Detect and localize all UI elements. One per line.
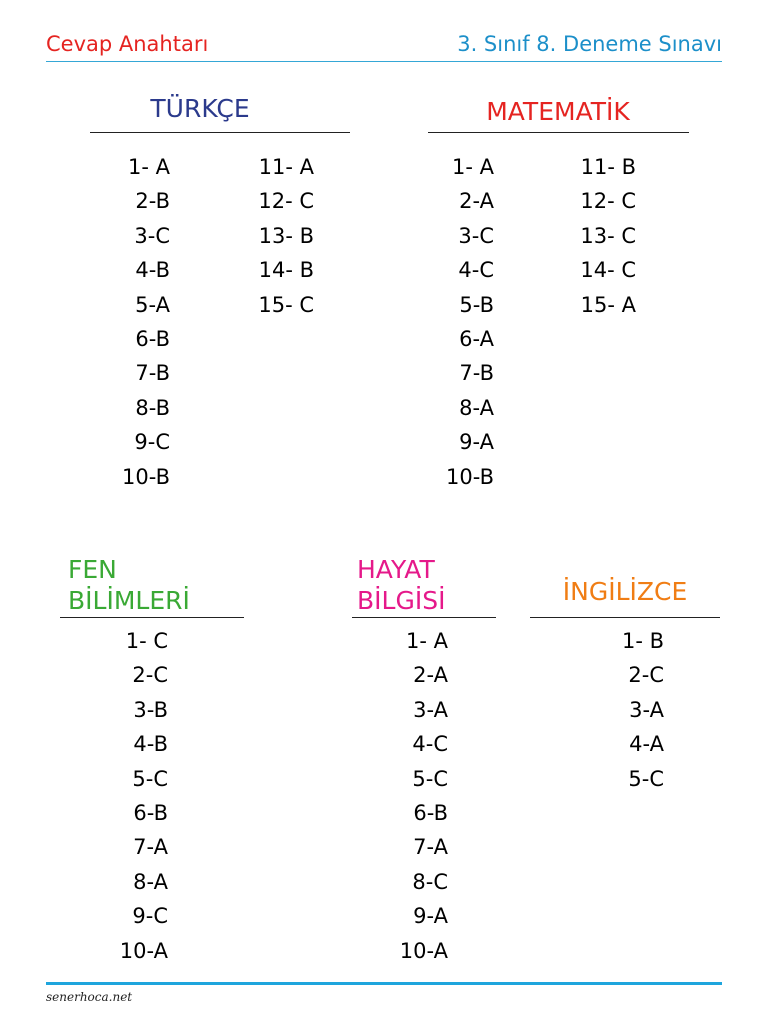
turkce-answer: 4-B <box>135 258 170 283</box>
hayat-answer: 9-A <box>413 904 448 929</box>
matematik-answer: 12- C <box>580 189 636 214</box>
hayat-answer: 5-C <box>412 766 448 791</box>
hayat-answer: 4-C <box>412 732 448 757</box>
matematik-answer: 15- A <box>580 292 636 317</box>
matematik-answer: 10-B <box>446 464 494 489</box>
turkce-answer: 14- B <box>258 258 314 283</box>
fen-answer: 5-C <box>132 766 168 791</box>
turkce-answer: 12- C <box>258 189 314 214</box>
fen-answer: 10-A <box>119 938 168 963</box>
fen-answer: 2-C <box>132 663 168 688</box>
fen-title-line-1: FEN <box>68 555 117 584</box>
exam-title: 3. Sınıf 8. Deneme Sınavı <box>457 32 722 56</box>
hayat-title-line-1: HAYAT <box>357 555 435 584</box>
hayat-answer: 6-B <box>413 800 448 825</box>
matematik-answer: 2-A <box>459 189 494 214</box>
turkce-answer: 8-B <box>135 395 170 420</box>
matematik-title: MATEMATİK <box>486 97 630 126</box>
turkce-answer: 6-B <box>135 326 170 351</box>
turkce-answer: 7-B <box>135 361 170 386</box>
matematik-answer: 5-B <box>459 292 494 317</box>
hayat-answer: 3-A <box>413 697 448 722</box>
matematik-answer: 7-B <box>459 361 494 386</box>
turkce-answer: 3-C <box>134 223 170 248</box>
matematik-answer: 9-A <box>459 430 494 455</box>
turkce-answer: 11- A <box>258 155 314 179</box>
fen-answers <box>100 624 168 968</box>
hayat-title-rule <box>352 617 496 618</box>
hayat-title-line-2: BİLGİSİ <box>357 586 446 615</box>
matematik-answer: 8-A <box>459 395 494 420</box>
ingilizce-answer: 5-C <box>628 766 664 791</box>
turkce-answers-col-2 <box>230 150 314 322</box>
fen-answer: 1- C <box>125 629 168 653</box>
fen-answer: 4-B <box>133 732 168 757</box>
matematik-answer: 1- A <box>452 155 494 179</box>
matematik-answer: 4-C <box>458 258 494 283</box>
turkce-answer: 13- B <box>258 223 314 248</box>
hayat-answer: 2-A <box>413 663 448 688</box>
ingilizce-title-rule <box>530 617 720 618</box>
turkce-answer: 2-B <box>135 189 170 214</box>
hayat-answers <box>376 624 448 968</box>
turkce-answer: 10-B <box>122 464 170 489</box>
fen-answer: 9-C <box>132 904 168 929</box>
ingilizce-answers <box>596 624 664 796</box>
answer-key-title: Cevap Anahtarı <box>46 32 209 56</box>
turkce-answer: 1- A <box>128 155 170 179</box>
hayat-answer: 1- A <box>406 629 448 653</box>
ingilizce-answer: 1- B <box>621 629 664 653</box>
fen-title <box>68 554 190 616</box>
matematik-answers-col-1 <box>424 150 494 494</box>
fen-answer: 8-A <box>133 869 168 894</box>
fen-title-rule <box>60 617 244 618</box>
matematik-answer: 3-C <box>458 223 494 248</box>
turkce-answer: 9-C <box>134 430 170 455</box>
matematik-answer: 11- B <box>580 155 636 179</box>
hayat-title <box>357 554 445 616</box>
turkce-answer: 5-A <box>135 292 170 317</box>
matematik-answer: 6-A <box>459 326 494 351</box>
turkce-title: TÜRKÇE <box>150 94 250 123</box>
ingilizce-answer: 4-A <box>629 732 664 757</box>
ingilizce-answer: 2-C <box>628 663 664 688</box>
turkce-answer: 15- C <box>258 292 314 317</box>
ingilizce-title: İNGİLİZCE <box>562 577 688 606</box>
fen-answer: 6-B <box>133 800 168 825</box>
matematik-answer: 13- C <box>580 223 636 248</box>
footer-site-name: senerhoca.net <box>46 990 133 1004</box>
fen-answer: 7-A <box>133 835 168 860</box>
hayat-answer: 7-A <box>413 835 448 860</box>
matematik-title-rule <box>428 132 689 133</box>
matematik-answers-col-2 <box>552 150 636 322</box>
footer-divider <box>46 982 722 985</box>
fen-title-line-2: BİLİMLERİ <box>68 586 190 615</box>
hayat-answer: 8-C <box>412 869 448 894</box>
fen-answer: 3-B <box>133 697 168 722</box>
matematik-answer: 14- C <box>580 258 636 283</box>
turkce-answers-col-1 <box>100 150 170 494</box>
ingilizce-answer: 3-A <box>629 697 664 722</box>
turkce-title-rule <box>90 132 350 133</box>
hayat-answer: 10-A <box>399 938 448 963</box>
header-divider <box>46 61 722 62</box>
